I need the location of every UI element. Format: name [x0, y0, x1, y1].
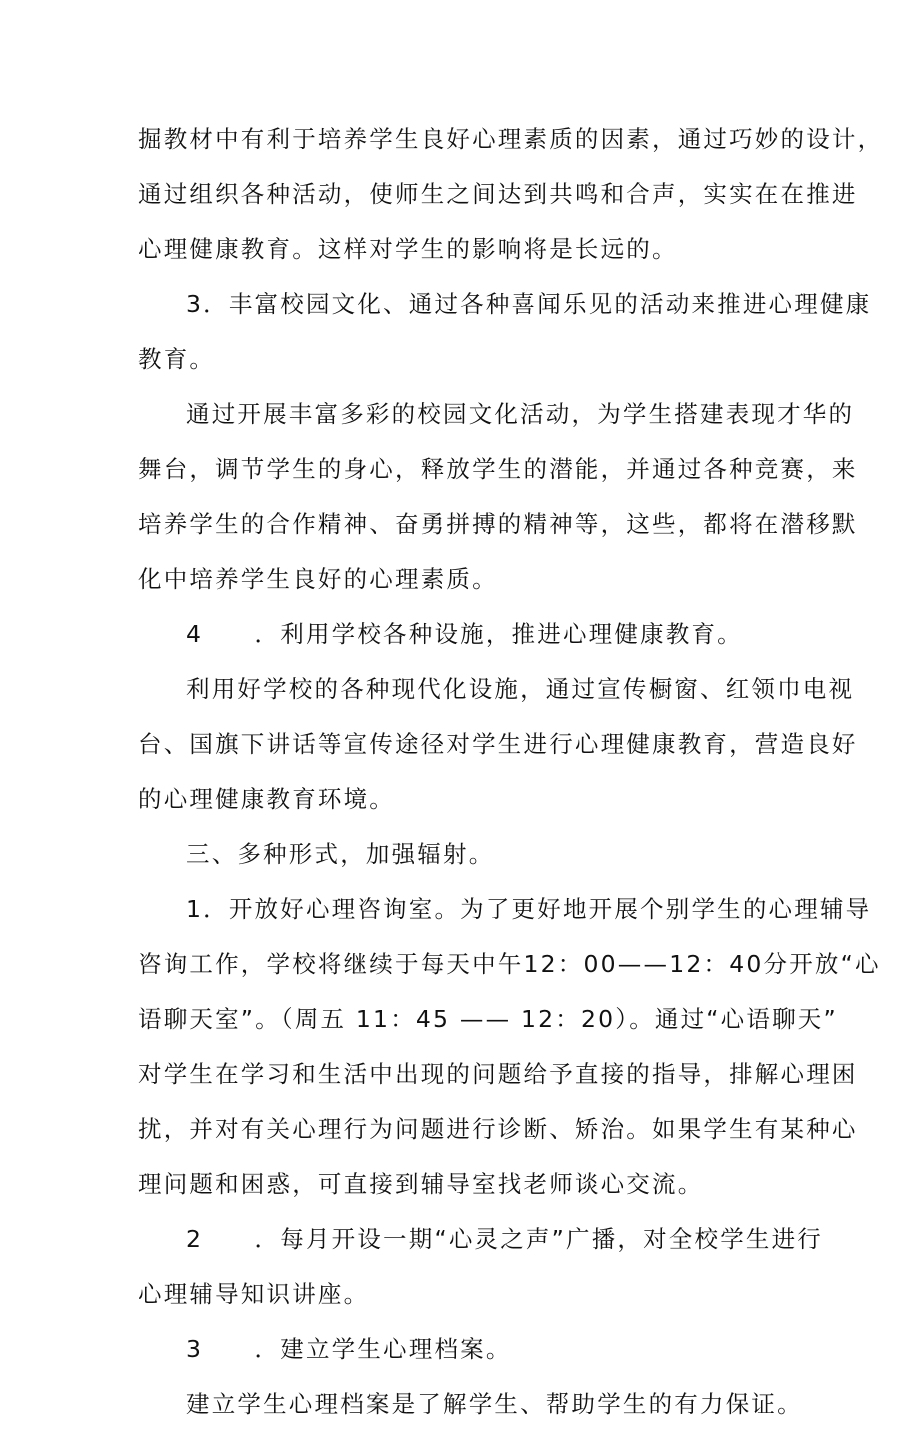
- document-body: [138, 112, 884, 1432]
- paragraph-line: 舞台，调节学生的身心，释放学生的潜能，并通过各种竞赛，来: [138, 455, 858, 483]
- paragraph-line: 掘教材中有利于培养学生良好心理素质的因素，通过巧妙的设计，: [138, 125, 884, 153]
- paragraph-line: 心理健康教育。这样对学生的影响将是长远的。: [138, 235, 678, 263]
- item-heading-2: 2 ．每月开设一期“心灵之声”广播，对全校学生进行: [186, 1225, 823, 1253]
- paragraph-line: 建立学生心理档案是了解学生、帮助学生的有力保证。: [186, 1390, 803, 1418]
- section-heading-4: 4 ．利用学校各种设施，推进心理健康教育。: [186, 620, 743, 648]
- paragraph-line: 语聊天室”。（周五 11：45 —— 12：20）。通过“心语聊天”: [138, 1005, 838, 1033]
- paragraph-line: 对学生在学习和生活中出现的问题给予直接的指导，排解心理困: [138, 1060, 858, 1088]
- paragraph-line: 理问题和困惑，可直接到辅导室找老师谈心交流。: [138, 1170, 704, 1198]
- paragraph-line: 台、国旗下讲话等宣传途径对学生进行心理健康教育，营造良好: [138, 730, 858, 758]
- paragraph-line: 的心理健康教育环境。: [138, 785, 395, 813]
- paragraph-line: 教育。: [138, 345, 216, 373]
- item-heading-1: 1．开放好心理咨询室。为了更好地开展个别学生的心理辅导: [186, 895, 872, 923]
- paragraph-line: 化中培养学生良好的心理素质。: [138, 565, 498, 593]
- section-heading-three: 三、多种形式，加强辐射。: [186, 840, 495, 868]
- paragraph-line: 心理辅导知识讲座。: [138, 1280, 370, 1308]
- section-heading-3: 3．丰富校园文化、通过各种喜闻乐见的活动来推进心理健康: [186, 290, 872, 318]
- paragraph-line: 咨询工作，学校将继续于每天中午12：00——12：40分开放“心: [138, 950, 881, 978]
- item-heading-3: 3 ．建立学生心理档案。: [186, 1335, 512, 1363]
- paragraph-line: 通过开展丰富多彩的校园文化活动，为学生搭建表现才华的: [186, 400, 855, 428]
- paragraph-line: 利用好学校的各种现代化设施，通过宣传橱窗、红领巾电视: [186, 675, 855, 703]
- paragraph-line: 通过组织各种活动，使师生之间达到共鸣和合声，实实在在推进: [138, 180, 858, 208]
- paragraph-line: 培养学生的合作精神、奋勇拼搏的精神等，这些，都将在潜移默: [138, 510, 858, 538]
- paragraph-line: 扰，并对有关心理行为问题进行诊断、矫治。如果学生有某种心: [138, 1115, 858, 1143]
